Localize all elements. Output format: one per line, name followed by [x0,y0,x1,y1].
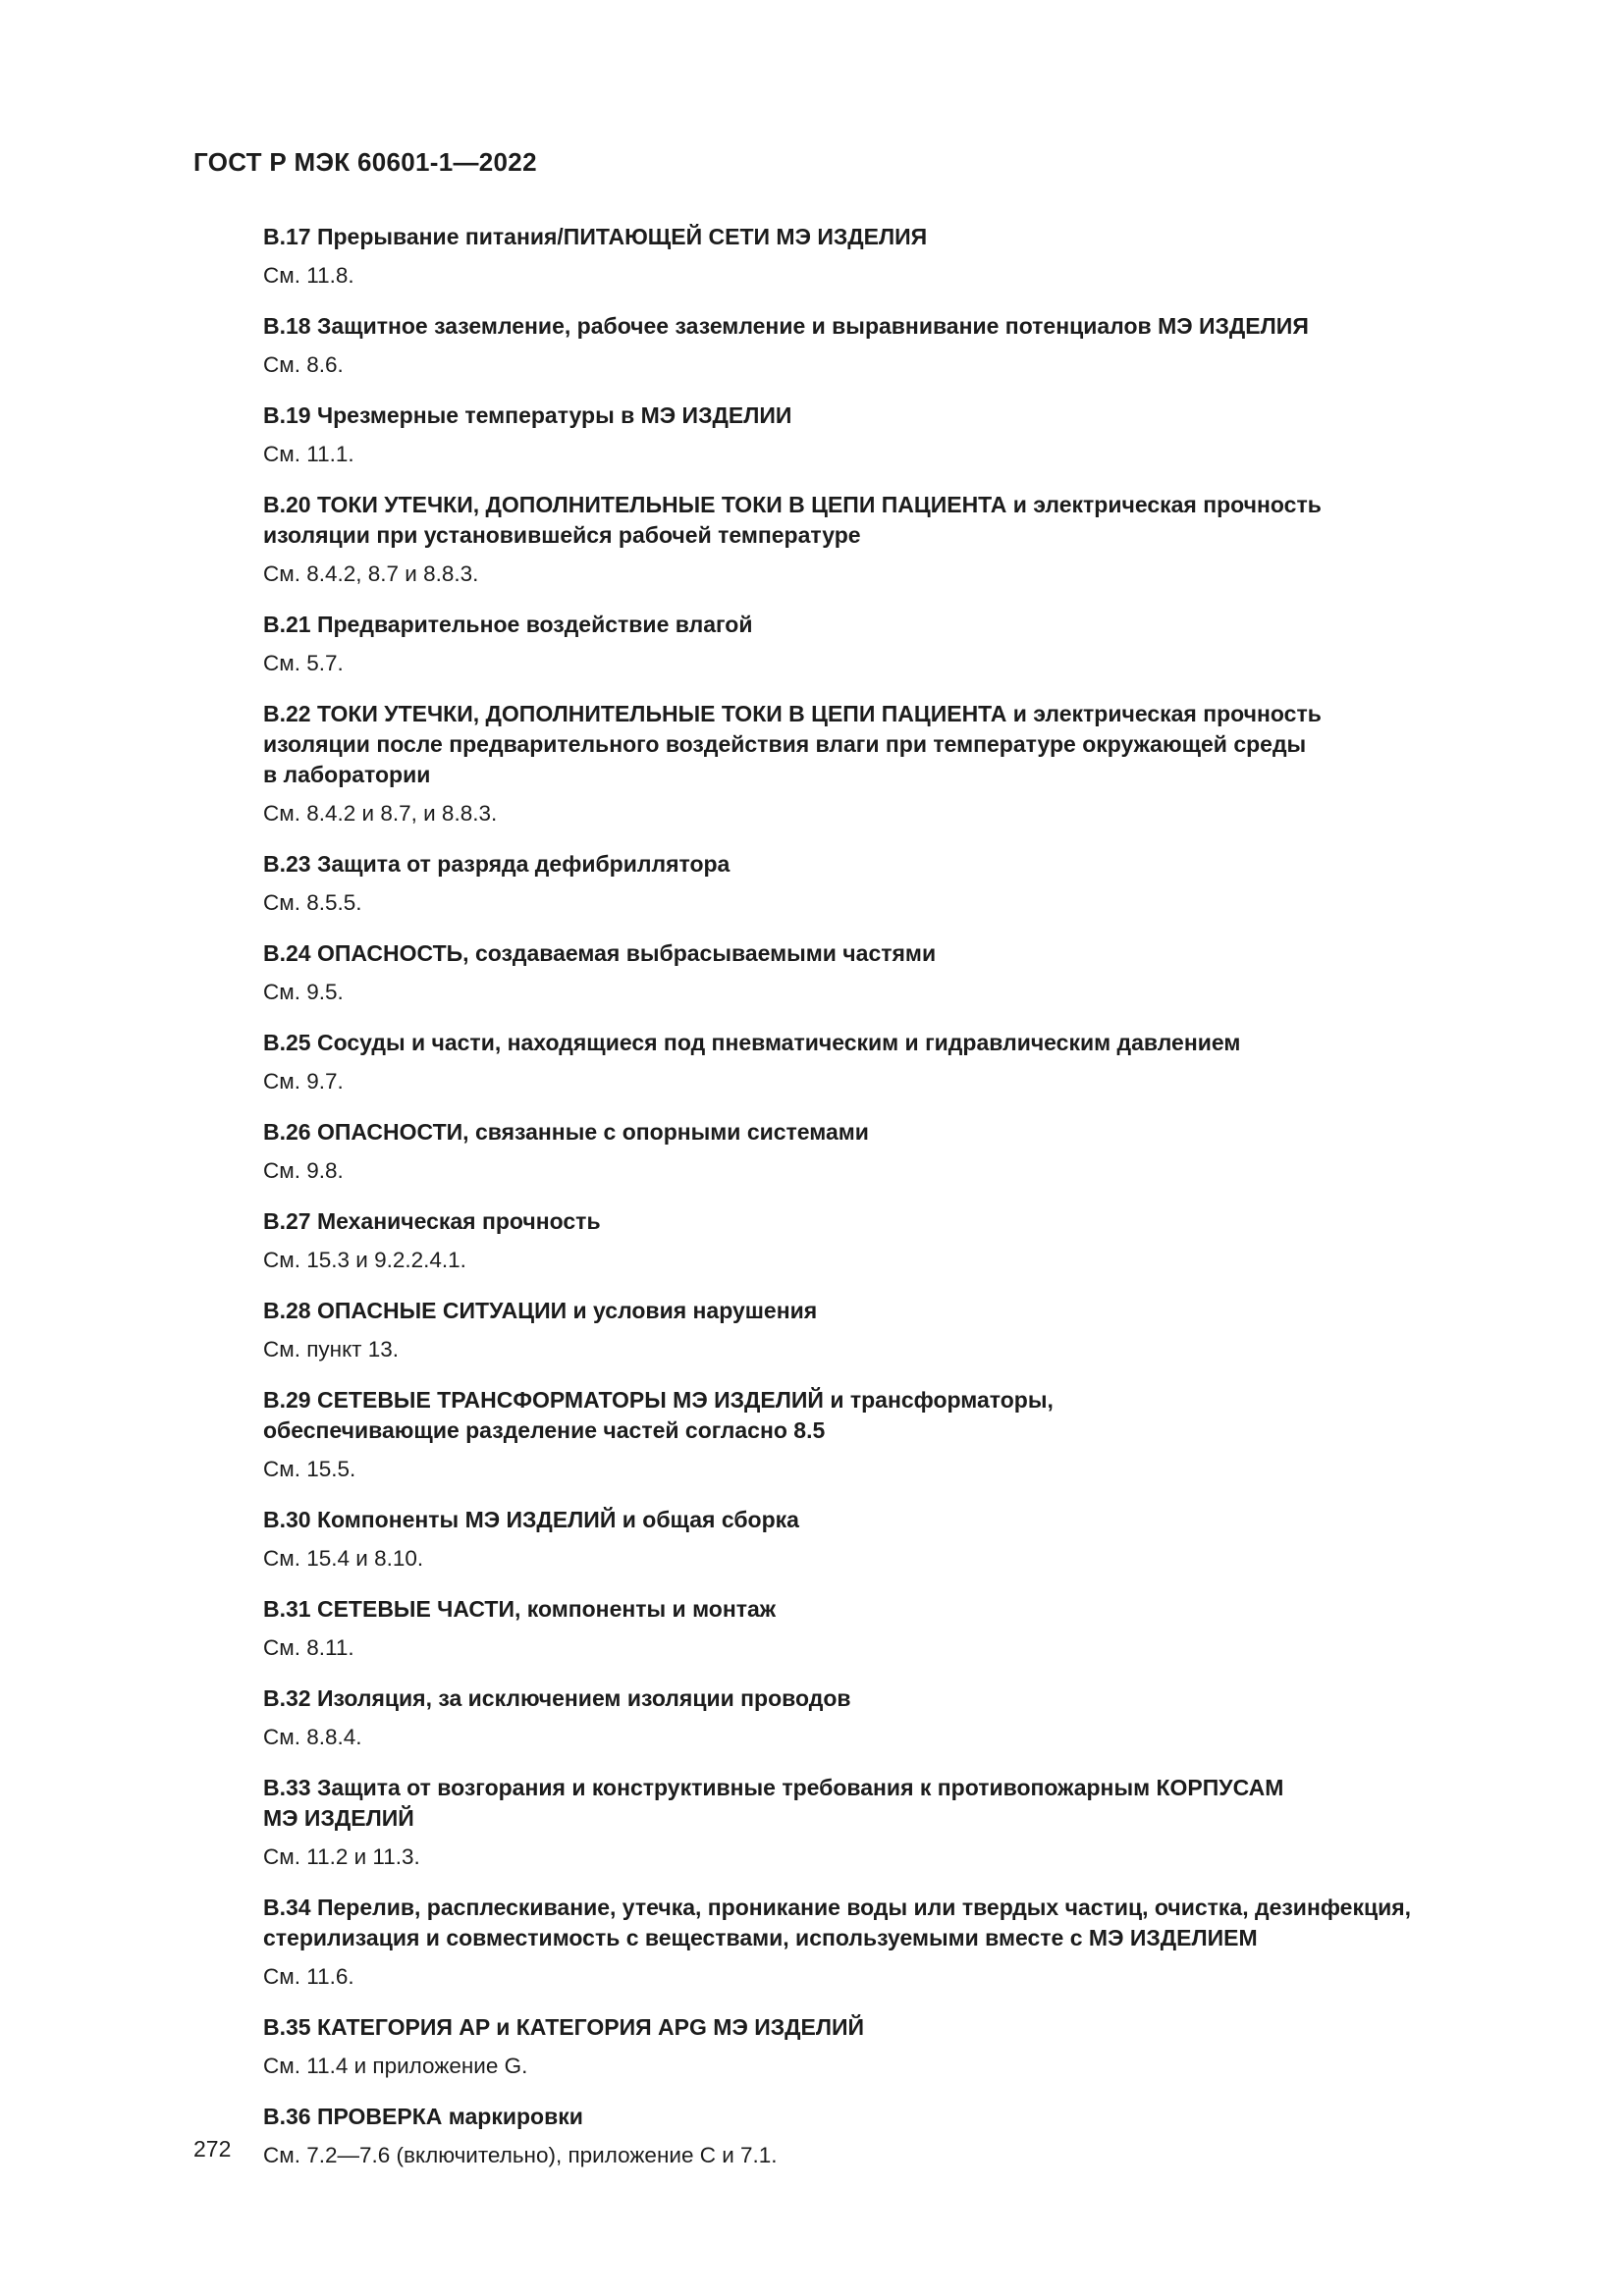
section-title-line: B.32 Изоляция, за исключением изоляции проводов [263,1685,851,1711]
section-item [263,1296,1530,1364]
section-item [263,849,1530,918]
section-item [263,1028,1530,1096]
section-title [263,1773,1530,1834]
section-title [263,1505,1530,1535]
section-reference: См. 8.8.4. [263,1725,362,1749]
section-list [263,222,1530,2191]
section-reference: См. 11.8. [263,263,354,288]
section-reference: См. 9.7. [263,1069,344,1094]
section-title-line: B.36 ПРОВЕРКА маркировки [263,2104,583,2129]
section-title-line: B.20 ТОКИ УТЕЧКИ, ДОПОЛНИТЕЛЬНЫЕ ТОКИ В ЦЕПИ ПАЦИЕНТА и электрическая прочность [263,492,1322,517]
section-item [263,490,1530,589]
section-item [263,1594,1530,1663]
section-title [263,1206,1530,1237]
section-reference: См. 9.8. [263,1158,344,1183]
section-reference: См. 11.2 и 11.3. [263,1844,420,1869]
section-title-line: B.19 Чрезмерные температуры в МЭ ИЗДЕЛИИ [263,402,792,428]
section-item [263,938,1530,1007]
section-title [263,1296,1530,1326]
page-number: 272 [193,2136,232,2162]
section-title [263,1028,1530,1058]
section-title-line: B.18 Защитное заземление, рабочее заземление и выравнивание потенциалов МЭ ИЗДЕЛИЯ [263,313,1309,339]
section-item [263,2102,1530,2170]
section-title [263,610,1530,640]
page-header: ГОСТ Р МЭК 60601-1—2022 [193,147,537,177]
section-title [263,2012,1530,2043]
section-title-line: B.22 ТОКИ УТЕЧКИ, ДОПОЛНИТЕЛЬНЫЕ ТОКИ В ЦЕПИ ПАЦИЕНТА и электрическая прочность [263,701,1322,726]
section-item [263,400,1530,469]
section-item [263,1206,1530,1275]
section-item [263,2012,1530,2081]
section-title-line: B.35 КАТЕГОРИЯ AP и КАТЕГОРИЯ APG МЭ ИЗДЕЛИЙ [263,2014,865,2040]
section-item [263,699,1530,828]
section-reference: См. 5.7. [263,651,344,675]
section-item [263,1385,1530,1484]
section-item [263,222,1530,291]
section-item [263,610,1530,678]
section-title-line: B.31 СЕТЕВЫЕ ЧАСТИ, компоненты и монтаж [263,1596,777,1622]
section-title-line: B.33 Защита от возгорания и конструктивные требования к противопожарным КОРПУСАМ [263,1775,1284,1800]
section-title-line: B.29 СЕТЕВЫЕ ТРАНСФОРМАТОРЫ МЭ ИЗДЕЛИЙ и трансформаторы, [263,1387,1054,1413]
section-reference: См. 8.6. [263,352,344,377]
section-title-line: изоляции после предварительного воздействия влаги при температуре окружающей среды [263,731,1307,757]
section-title [263,222,1530,252]
section-title [263,1893,1530,1953]
section-title [263,400,1530,431]
section-item [263,1505,1530,1574]
section-reference: См. 11.1. [263,442,354,466]
section-title-line: B.23 Защита от разряда дефибриллятора [263,851,731,877]
section-title-line: B.30 Компоненты МЭ ИЗДЕЛИЙ и общая сборка [263,1507,799,1532]
section-title-line: B.34 Перелив, расплескивание, утечка, проникание воды или твердых частиц, очистка, дезинфекция, [263,1895,1412,1920]
section-title [263,699,1530,790]
section-title [263,1117,1530,1148]
section-reference: См. 8.4.2, 8.7 и 8.8.3. [263,561,479,586]
section-title-line: изоляции при установившейся рабочей температуре [263,522,861,548]
section-title-line: B.21 Предварительное воздействие влагой [263,612,753,637]
section-item [263,1117,1530,1186]
section-title [263,2102,1530,2132]
section-title [263,1385,1530,1446]
section-title-line: B.25 Сосуды и части, находящиеся под пневматическим и гидравлическим давлением [263,1030,1241,1055]
section-reference: См. 9.5. [263,980,344,1004]
section-title [263,938,1530,969]
section-title-line: обеспечивающие разделение частей согласно 8.5 [263,1417,826,1443]
section-reference: См. 15.5. [263,1457,356,1481]
section-title [263,1683,1530,1714]
section-item [263,1683,1530,1752]
section-title [263,490,1530,551]
section-reference: См. 8.11. [263,1635,354,1660]
section-title [263,849,1530,880]
section-title [263,311,1530,342]
section-title-line: стерилизация и совместимость с веществами, используемыми вместе с МЭ ИЗДЕЛИЕМ [263,1925,1258,1950]
section-title-line: в лаборатории [263,762,431,787]
section-item [263,1773,1530,1872]
section-title-line: B.24 ОПАСНОСТЬ, создаваемая выбрасываемыми частями [263,940,937,966]
section-item [263,311,1530,380]
section-reference: См. 8.4.2 и 8.7, и 8.8.3. [263,801,498,826]
section-title-line: B.27 Механическая прочность [263,1208,601,1234]
section-reference: См. 11.4 и приложение G. [263,2054,528,2078]
section-title-line: B.28 ОПАСНЫЕ СИТУАЦИИ и условия нарушения [263,1298,818,1323]
section-reference: См. 7.2—7.6 (включительно), приложение C и 7.1. [263,2143,778,2167]
section-reference: См. 11.6. [263,1964,354,1989]
section-reference: См. 8.5.5. [263,890,362,915]
section-title-line: B.26 ОПАСНОСТИ, связанные с опорными системами [263,1119,869,1145]
section-reference: См. 15.3 и 9.2.2.4.1. [263,1248,466,1272]
section-title [263,1594,1530,1625]
section-item [263,1893,1530,1992]
section-title-line: B.17 Прерывание питания/ПИТАЮЩЕЙ СЕТИ МЭ ИЗДЕЛИЯ [263,224,928,249]
section-title-line: МЭ ИЗДЕЛИЙ [263,1805,414,1831]
section-reference: См. 15.4 и 8.10. [263,1546,424,1571]
section-reference: См. пункт 13. [263,1337,400,1362]
